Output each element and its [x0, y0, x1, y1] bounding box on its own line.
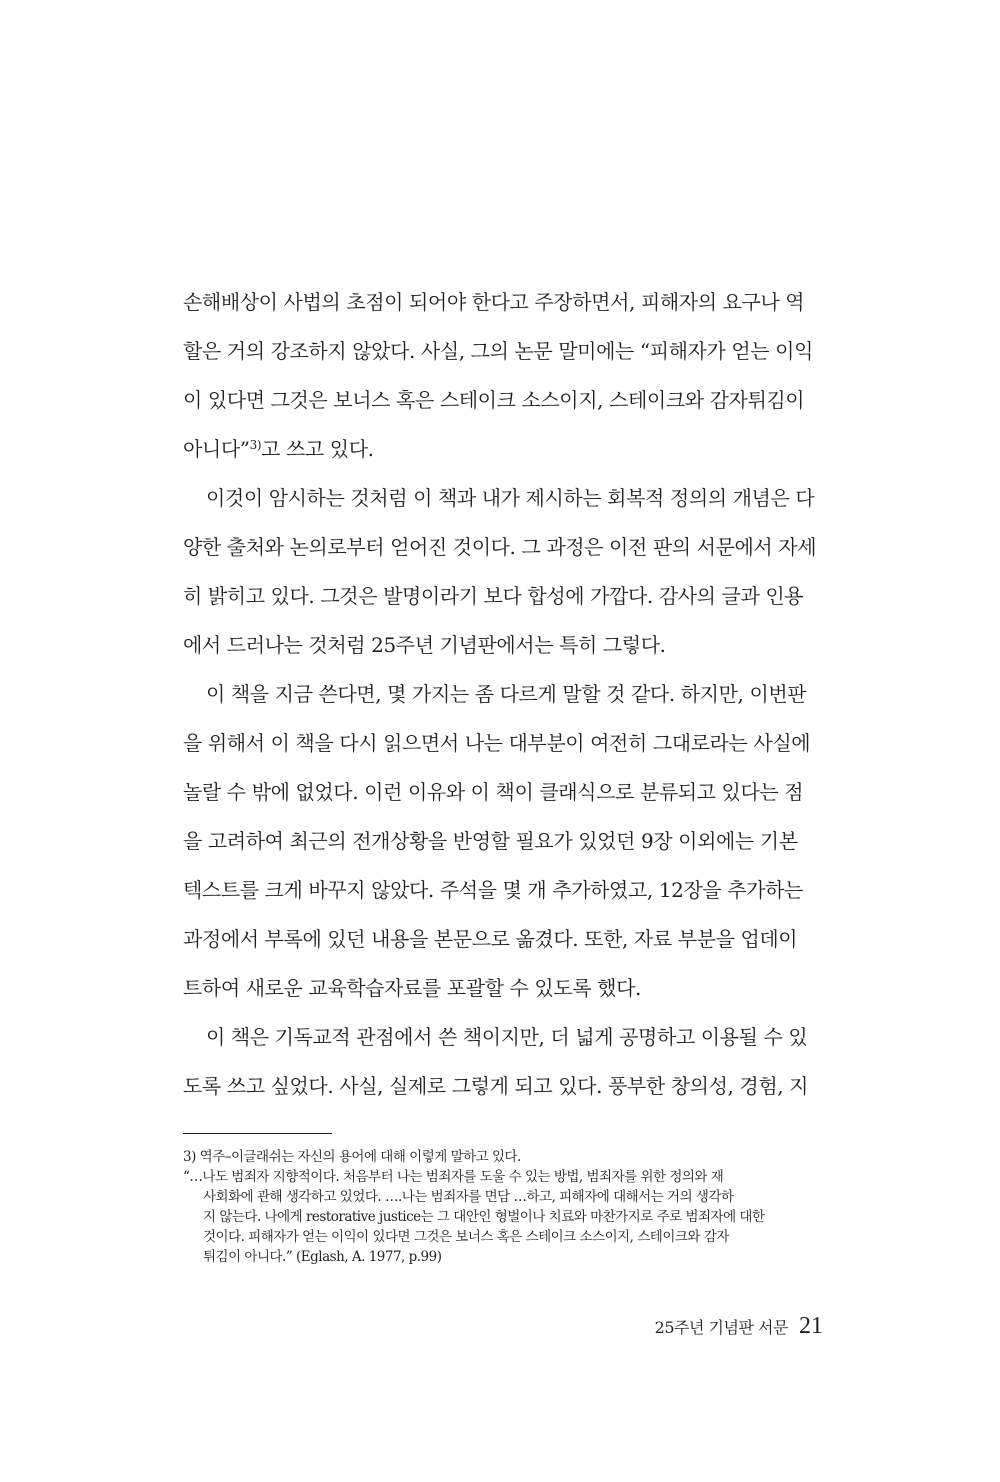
footnote-line: 사회화에 관해 생각하고 있었다. ….나는 범죄자를 면담 …하고, 피해자에 대해서는 거의 생각하	[203, 1189, 734, 1205]
footnote-line: 3) 역주–이글래쉬는 자신의 용어에 대해 이렇게 말하고 있다.	[183, 1149, 521, 1165]
footnote-line: 튀김이 아니다.” (Eglash, A. 1977, p.99)	[203, 1249, 442, 1265]
footnote-line: 지 않는다. 나에게 restorative justice는 그 대안인 형벌이나 치료와 마찬가지로 주로 범죄자에 대한	[203, 1209, 765, 1225]
paragraph-2-line: 히 밝히고 있다. 그것은 발명이라기 보다 합성에 가깝다. 감사의 글과 인용	[183, 584, 804, 608]
text-line-tail: 고 쓰고 있다.	[261, 437, 374, 461]
page-footer	[655, 1306, 823, 1346]
paragraph-3-line: 트하여 새로운 교육학습자료를 포괄할 수 있도록 했다.	[183, 976, 641, 1000]
page-number: 21	[799, 1313, 823, 1339]
paragraph-3-line: 이 책을 지금 쓴다면, 몇 가지는 좀 다르게 말할 것 같다. 하지만, 이번판	[206, 682, 807, 706]
running-head: 25주년 기념판 서문	[654, 1318, 788, 1337]
footnote-divider	[183, 1133, 332, 1134]
footnote-block	[183, 1147, 823, 1267]
paragraph-2-line: 양한 출처와 논의로부터 얻어진 것이다. 그 과정은 이전 판의 서문에서 자세	[183, 535, 817, 559]
footnote-line: 것이다. 피해자가 얻는 이익이 있다면 그것은 보너스 혹은 스테이크 소스이지, 스테이크와 감자	[203, 1229, 729, 1245]
paragraph-3-line: 을 위해서 이 책을 다시 읽으면서 나는 대부분이 여전히 그대로라는 사실에	[183, 731, 811, 755]
paragraph-3-line: 을 고려하여 최근의 전개상황을 반영할 필요가 있었던 9장 이외에는 기본	[183, 829, 798, 853]
paragraph-4-line: 도록 쓰고 싶었다. 사실, 실제로 그렇게 되고 있다. 풍부한 창의성, 경험, 지	[183, 1074, 809, 1098]
main-text	[183, 278, 823, 1111]
text-line: 이 있다면 그것은 보너스 혹은 스테이크 소스이지, 스테이크와 감자튀김이	[183, 388, 805, 412]
paragraph-2-line: 이것이 암시하는 것처럼 이 책과 내가 제시하는 회복적 정의의 개념은 다	[206, 486, 815, 510]
footnote-line: “…나도 범죄자 지향적이다. 처음부터 나는 범죄자를 도울 수 있는 방법, 범죄자를 위한 정의와 재	[183, 1169, 724, 1185]
paragraph-4-line: 이 책은 기독교적 관점에서 쓴 책이지만, 더 넓게 공명하고 이용될 수 있	[206, 1025, 808, 1049]
footnote-reference[interactable]: 3)	[249, 438, 262, 452]
paragraph-3-line: 놀랄 수 밖에 없었다. 이런 이유와 이 책이 클래식으로 분류되고 있다는 점	[183, 780, 804, 804]
text-line: 손해배상이 사법의 초점이 되어야 한다고 주장하면서, 피해자의 요구나 역	[183, 290, 805, 314]
paragraph-3-line: 텍스트를 크게 바꾸지 않았다. 주석을 몇 개 추가하였고, 12장을 추가하는	[183, 878, 803, 902]
paragraph-3-line: 과정에서 부록에 있던 내용을 본문으로 옮겼다. 또한, 자료 부분을 업데이	[183, 927, 798, 951]
paragraph-2-line: 에서 드러나는 것처럼 25주년 기념판에서는 특히 그렇다.	[183, 633, 666, 657]
quote-end-text: 아니다”	[183, 437, 250, 461]
text-line: 할은 거의 강조하지 않았다. 사실, 그의 논문 말미에는 “피해자가 얻는 이익	[183, 339, 813, 363]
text-line	[183, 425, 823, 474]
